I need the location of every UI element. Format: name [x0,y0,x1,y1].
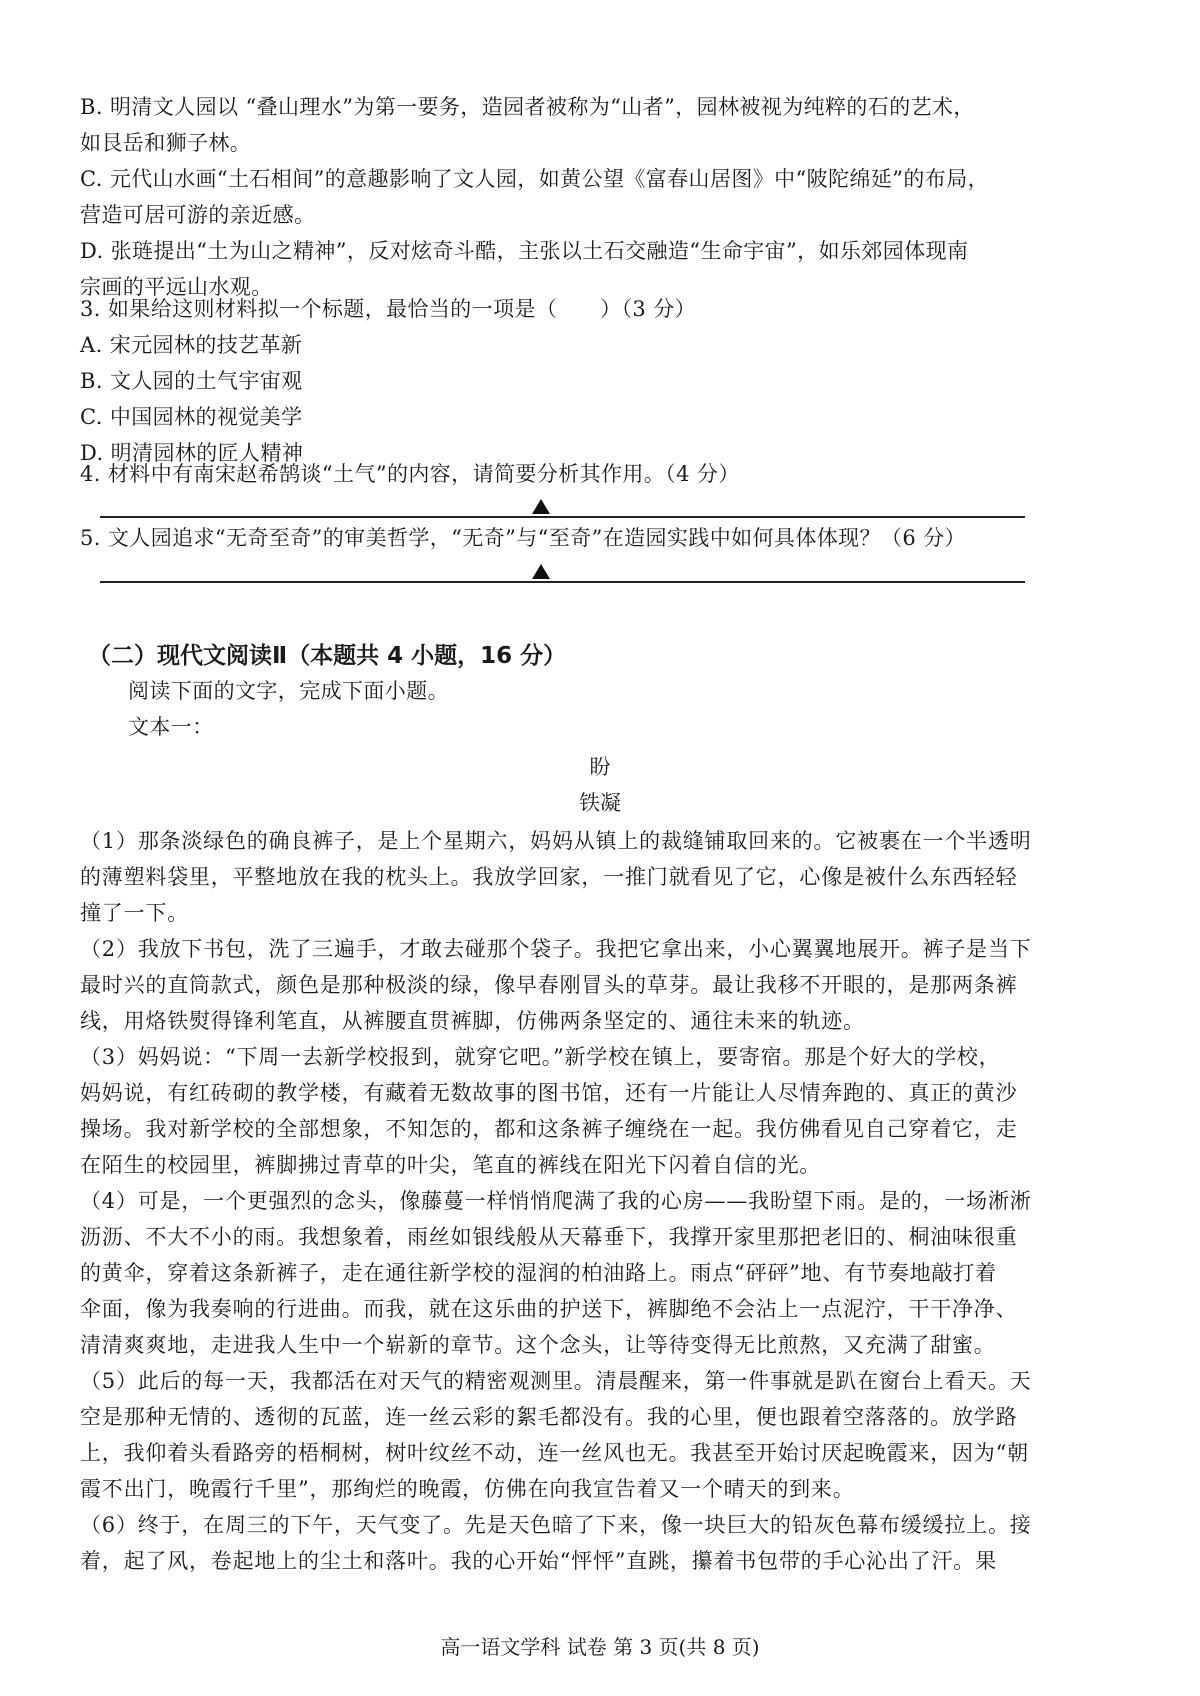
paragraph-line: （6）终于，在周三的下午，天气变了。先是天色暗了下来，像一块巨大的铅灰色幕布缓缓拉上。接 [80,1513,1032,1537]
paragraph-line: 撞了一下。 [80,901,189,925]
q2-option-line: 宗画的平远山水观。 [80,275,273,299]
q2-options [80,89,1130,305]
answer-line [100,516,1025,518]
article-title: 盼 [589,755,611,779]
paragraph-line: 操场。我对新学校的全部想象，不知怎的，都和这条裤子缠绕在一起。我仿佛看见自己穿着它，走 [80,1117,1018,1141]
paragraph-1 [80,823,1130,931]
paragraph-2 [80,931,1130,1039]
paragraph-4 [80,1183,1130,1363]
q2-option-line: 营造可居可游的亲近感。 [80,203,316,227]
paragraph-line: （4）可是，一个更强烈的念头，像藤蔓一样悄悄爬满了我的心房——我盼望下雨。是的，一场淅淅 [80,1189,1032,1213]
page-footer: 高一语文学科 试卷 第 3 页(共 8 页) [440,1635,760,1659]
paragraph-line: 伞面，像为我奏响的行进曲。而我，就在这乐曲的护送下，裤脚绝不会沾上一点泥泞，干干净净、 [80,1297,1018,1321]
instruction-text: 阅读下面的文字，完成下面小题。 [128,679,449,703]
q4-stem: 4. 材料中有南宋赵希鹄谈“土气”的内容，请简要分析其作用。（4 分） [80,462,740,486]
answer-triangle-icon [532,499,550,514]
question-3 [80,291,1130,471]
paragraph-line: 着，起了风，卷起地上的尘土和落叶。我的心开始“怦怦”直跳，攥着书包带的手心沁出了汗。果 [80,1549,997,1573]
paragraph-line: 线，用烙铁熨得锋利笔直，从裤腰直贯裤脚，仿佛两条坚定的、通往未来的轨迹。 [80,1009,865,1033]
paragraph-line: 霞不出门，晚霞行千里”，那绚烂的晚霞，仿佛在向我宣告着又一个晴天的到来。 [80,1477,855,1501]
text-label: 文本一： [128,715,214,739]
paragraph-line: 妈妈说，有红砖砌的教学楼，有藏着无数故事的图书馆，还有一片能让人尽情奔跑的、真正的黄沙 [80,1081,1018,1105]
paragraph-5 [80,1363,1130,1507]
paragraph-line: 清清爽爽地，走进我人生中一个崭新的章节。这个念头，让等待变得无比煎熬，又充满了甜蜜。 [80,1333,996,1357]
section-title: （二）现代文阅读Ⅱ（本题共 4 小题，16 分） [88,643,567,669]
paragraph-line: 的黄伞，穿着这条新裤子，走在通往新学校的湿润的柏油路上。雨点“砰砰”地、有节奏地敲打着 [80,1261,997,1285]
paragraph-line: 空是那种无情的、透彻的瓦蓝，连一丝云彩的絮毛都没有。我的心里，便也跟着空落落的。放学路 [80,1405,1018,1429]
paragraph-line: 最时兴的直筒款式，颜色是那种极淡的绿，像早春刚冒头的草芽。最让我移不开眼的，是那两条裤 [80,973,1018,997]
q5-stem: 5. 文人园追求“无奇至奇”的审美哲学，“无奇”与“至奇”在造园实践中如何具体体现？（6 分） [80,526,966,550]
q3-option-a: A. 宋元园林的技艺革新 [80,333,303,357]
paragraph-line: 沥沥、不大不小的雨。我想象着，雨丝如银线般从天幕垂下，我撑开家里那把老旧的、桐油味很重 [80,1225,1018,1249]
question-4 [80,456,1130,492]
reading-instruction [128,673,1178,745]
paragraph-line: （5）此后的每一天，我都活在对天气的精密观测里。清晨醒来，第一件事就是趴在窗台上看天。天 [80,1369,1032,1393]
paragraph-line: （1）那条淡绿色的确良裤子，是上个星期六，妈妈从镇上的裁缝铺取回来的。它被裹在一个半透明 [80,829,1032,853]
q3-option-d: D. 明清园林的匠人精神 [80,441,304,465]
answer-triangle-icon [532,564,550,579]
paragraph-line: 在陌生的校园里，裤脚拂过青草的叶尖，笔直的裤线在阳光下闪着自信的光。 [80,1153,822,1177]
article-author: 铁凝 [579,791,621,815]
q3-option-b: B. 文人园的土气宇宙观 [80,369,303,393]
q2-option-line: D. 张琏提出“土为山之精神”，反对炫奇斗酷，主张以土石交融造“生命宇宙”，如乐郊园体现南 [80,239,969,263]
answer-line [100,581,1025,583]
question-5 [80,520,1130,556]
paragraph-line: 上，我仰着头看路旁的梧桐树，树叶纹丝不动，连一丝风也无。我甚至开始讨厌起晚霞来，因为“朝 [80,1441,1029,1465]
paragraph-line: （3）妈妈说：“下周一去新学校报到，就穿它吧。”新学校在镇上，要寄宿。那是个好大的学校， [80,1045,1001,1069]
paragraph-line: 的薄塑料袋里，平整地放在我的枕头上。我放学回家，一推门就看见了它，心像是被什么东西轻轻 [80,865,1018,889]
q3-option-c: C. 中国园林的视觉美学 [80,405,303,429]
paragraph-3 [80,1039,1130,1183]
article-body [80,823,1130,1579]
paragraph-line: （2）我放下书包，洗了三遍手，才敢去碰那个袋子。我把它拿出来，小心翼翼地展开。裤子是当下 [80,937,1032,961]
q2-option-line: C. 元代山水画“土石相间”的意趣影响了文人园，如黄公望《富春山居图》中“陂陀绵延”的布局， [80,167,990,191]
q2-option-line: B. 明清文人园以 “叠山理水”为第一要务，造园者被称为“山者”，园林被视为纯粹的石的艺术， [80,95,975,119]
paragraph-6 [80,1507,1130,1579]
q2-option-line: 如艮岳和狮子林。 [80,131,252,155]
q3-stem: 3. 如果给这则材料拟一个标题，最恰当的一项是（ ）（3 分） [80,297,697,321]
